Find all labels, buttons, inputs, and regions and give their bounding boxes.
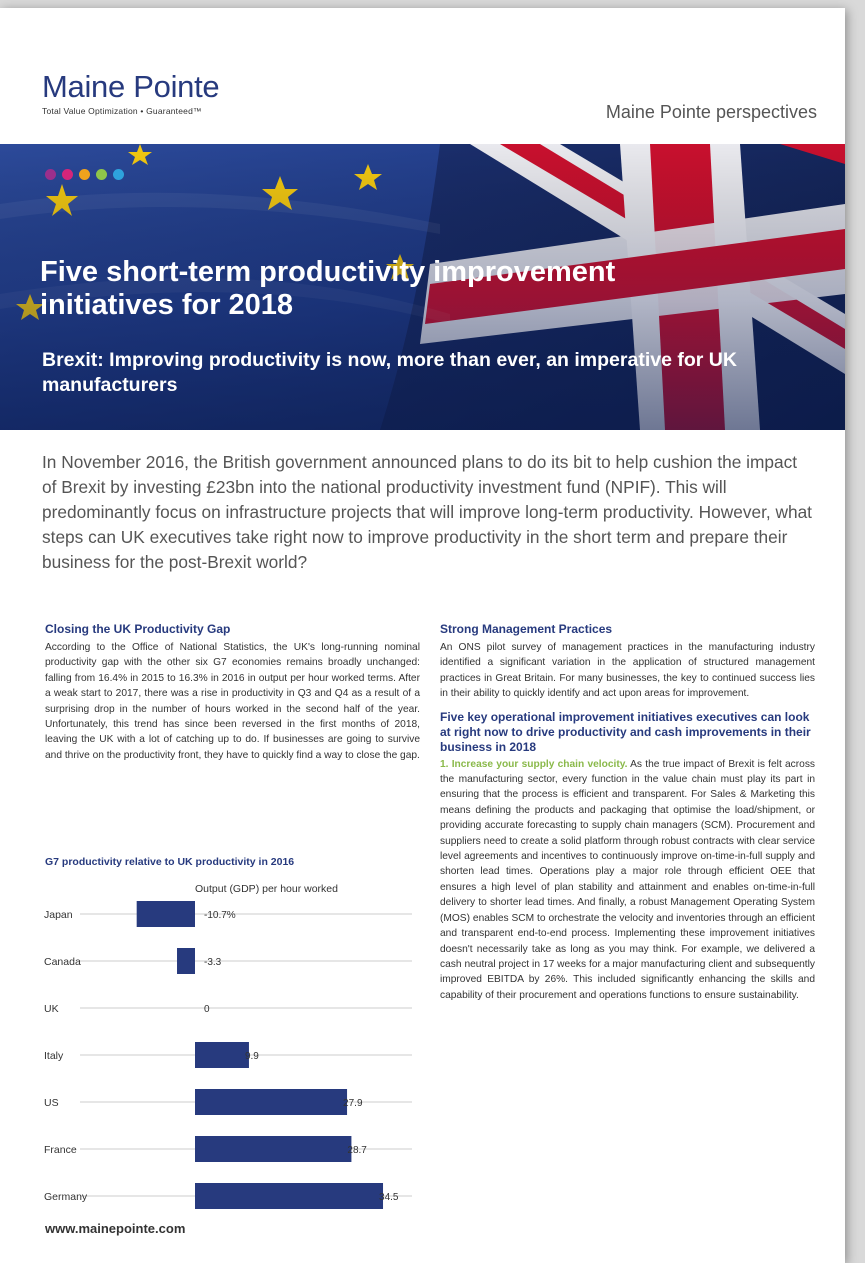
section-body [440, 757, 815, 1004]
section-body: An ONS pilot survey of management practices in the manufacturing industry identified a significant variation in the application of structured management practices in Great Britain. For many businesses, the key to continued success lies in their ability to quickly identify and act upon areas for improvement. [440, 642, 815, 700]
page-subtitle: Brexit: Improving productivity is now, more than ever, an imperative for UK manufacturers [42, 349, 737, 396]
chart-category-label: Italy [44, 1050, 64, 1062]
chart-category-label: Canada [44, 956, 81, 968]
brand-dot [96, 169, 107, 180]
chart-title: G7 productivity relative to UK productivity in 2016 [45, 856, 295, 868]
brand-dot [45, 169, 56, 180]
hero-banner [0, 144, 845, 430]
chart-bar [137, 901, 195, 927]
footer-url[interactable]: www.mainepointe.com [45, 1221, 186, 1236]
chart-category-label: France [44, 1144, 77, 1156]
right-column [440, 622, 815, 1003]
section-body: According to the Office of National Statistics, the UK's long-running nominal productivity gap with the other six G7 economies remains broadly unchanged: falling from 16.4% in 2015 to 16.3% in 2016 in output per hour worked terms. After a weak start to 2017, there was a rise in productivity in Q3 and Q4 as a result of a surprising drop in the number of hours worked in the second half of the year. Unfortunately, this trend has since been reversed in the first months of 2018, leaving the UK with a lot of catching up to do. If businesses are going to survive and thrive on the productivity front, they have to quickly find a way to close the gap. [45, 642, 420, 761]
chart-bar [177, 948, 195, 974]
chart-bar [195, 1136, 351, 1162]
brand-dot [79, 169, 90, 180]
initiative-label: 1. Increase your supply chain velocity. [440, 758, 628, 770]
chart-category-label: US [44, 1097, 59, 1109]
productivity-bar-chart [40, 866, 420, 1211]
chart-value-label: 28.7 [347, 1145, 367, 1156]
chart-value-label: 9.9 [244, 1051, 259, 1062]
chart-bar [195, 1042, 249, 1068]
logo-tagline: Total Value Optimization • Guaranteed™ [42, 106, 202, 116]
intro-paragraph: In November 2016, the British government announced plans to do its bit to help cushion the impact of Brexit by investing £23bn into the national productivity investment fund (NPIF). This will predominantly focus on infrastructure projects that will improve long-term productivity. However, what steps can UK executives take right now to improve productivity in the short term and prepare their business for the post-Brexit world? [42, 452, 812, 572]
chart-value-label: 34.5 [379, 1192, 399, 1203]
section-heading: Five key operational improvement initiatives executives can look at right now to drive productivity and cash improvements in their business in 2018 [440, 709, 811, 754]
page-title: Five short-term productivity improvement initiatives for 2018 [40, 256, 616, 321]
brand-dot [113, 169, 124, 180]
perspectives-label: Maine Pointe perspectives [605, 102, 817, 122]
chart-value-label: -10.7% [204, 910, 236, 921]
document-page [0, 8, 845, 1263]
chart-value-label: -3.3 [204, 957, 222, 968]
initiative-text: As the true impact of Brexit is felt across the manufacturing sector, every function in the value chain must play its part in ensuring that the process is efficient and transparent. For Sales & Marketing this means defining the products and packaging that optimise the load/shipment, or providing accurate forecasting to supply chain managers (SCM). Procurement and suppliers need to create a solid platform through robust contracts with clear service level agreements and incentives to continuously improve on-time-in-full supply and shorten lead times. Operations play a major role through efficient OEE that ensures a high level of plan stability and attainment and enables on-time-in-full delivery to shorter lead times. And finally, a robust Management Operating System (MOS) enables SCM to orchestrate the velocity and inventories through an efficient and transparent end-to-end process. Implementing these improvement initiatives doesn't necessarily take as long as you may think. For example, we delivered a cash neutral project in 17 weeks for a major manufacturing client and subsequently improved EBITDA by 26%. This included significantly enhancing the skills and capability of their procurement and operations functions to ensure sustainability. [440, 758, 816, 1001]
chart-category-label: UK [44, 1003, 59, 1015]
logo-name: Maine Pointe [42, 69, 220, 104]
section-heading: Strong Management Practices [440, 622, 613, 636]
section-heading: Closing the UK Productivity Gap [45, 622, 231, 636]
brand-dots [45, 169, 124, 180]
chart-bar [195, 1183, 383, 1209]
chart-bar [195, 1089, 347, 1115]
left-column [45, 622, 420, 763]
chart-xlabel: Output (GDP) per hour worked [195, 883, 338, 895]
chart-category-label: Germany [44, 1191, 88, 1203]
chart-value-label: 27.9 [343, 1098, 363, 1109]
chart-value-label: 0 [204, 1004, 210, 1015]
logo[interactable] [42, 70, 219, 116]
brand-dot [62, 169, 73, 180]
chart-category-label: Japan [44, 909, 73, 921]
